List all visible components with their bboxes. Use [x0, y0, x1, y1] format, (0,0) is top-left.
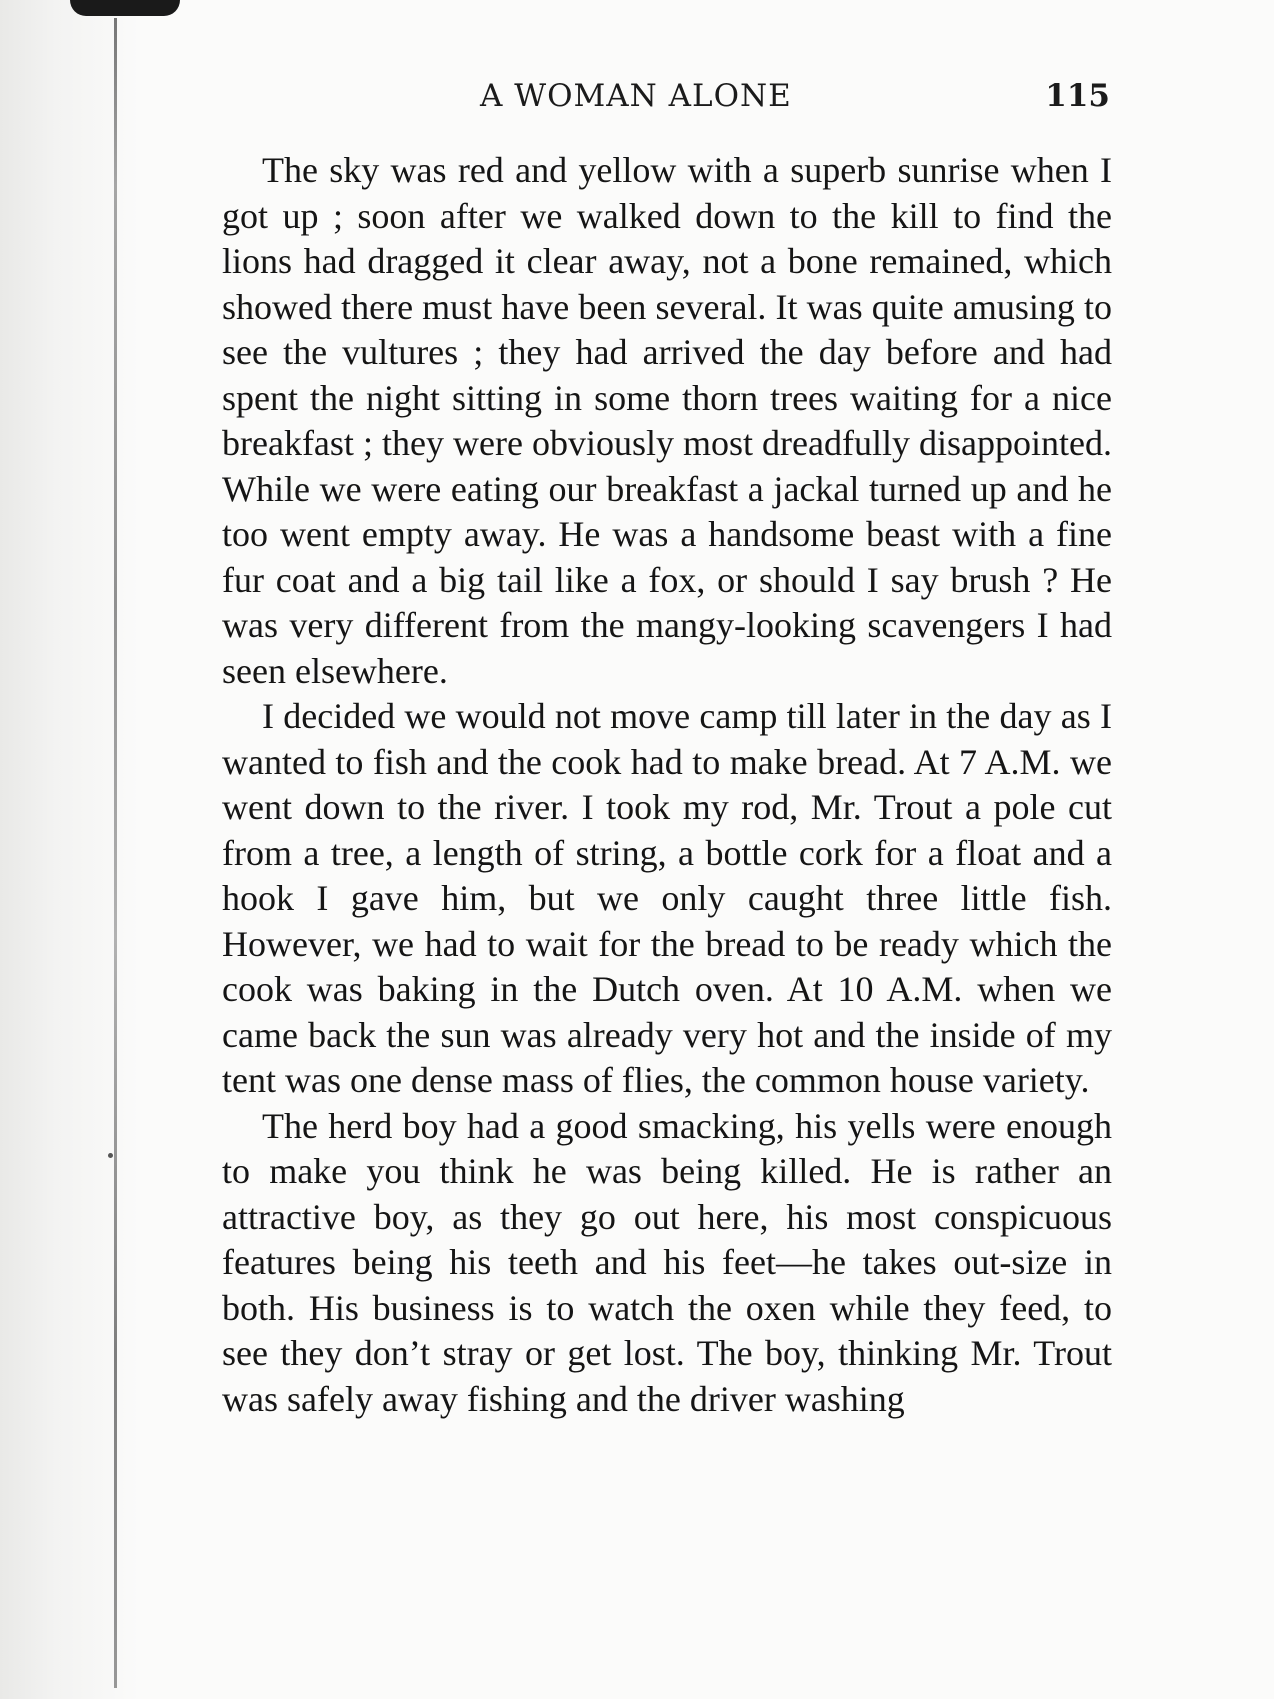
spine-shadow — [0, 0, 140, 1699]
paragraph: The sky was red and yellow with a superb sunrise when I got up ; soon after we walked down to the kill to find the lions had dragged it clear away, not a bone remained, which showed there must have been several. It was quite amusing to see the vultures ; they had arrived the day before and had spent the night sitting in some thorn trees waiting for a nice breakfast ; they were obviously most dreadfully disappointed. While we were eating our breakfast a jackal turned up and he too went empty away. He was a handsome beast with a fine fur coat and a big tail like a fox, or should I say brush ? He was very different from the mangy-looking scavengers I had seen elsewhere. — [222, 150, 1112, 691]
paragraph: I decided we would not move camp till later in the day as I wanted to fish and the cook had to make bread. At 7 A.M. we went down to the river. I took my rod, Mr. Trout a pole cut from a tree, a length of string, a bottle cork for a float and a hook I gave him, but we only caught three little fish. However, we had to wait for the bread to be ready which the cook was baking in the Dutch oven. At 10 A.M. when we came back the sun was already very hot and the inside of my tent was one dense mass of flies, the common house variety. — [222, 696, 1112, 1100]
running-title: A WOMAN ALONE — [480, 78, 792, 114]
page-speck — [108, 1153, 113, 1158]
paragraph: The herd boy had a good smacking, his yells were enough to make you think he was being killed. He is rather an attractive boy, as they go out here, his most conspicuous features being his teeth and his feet—he takes out-size in both. His business is to watch the oxen while they feed, to see they don’t stray or get lost. The boy, thinking Mr. Trout was safely away fishing and the driver washing — [222, 1105, 1112, 1419]
body-text — [222, 148, 1112, 1422]
binding-corner-mark — [70, 0, 180, 16]
spine-gutter-line — [114, 18, 117, 1688]
page-header — [230, 78, 1110, 118]
page-number: 115 — [1045, 78, 1110, 114]
